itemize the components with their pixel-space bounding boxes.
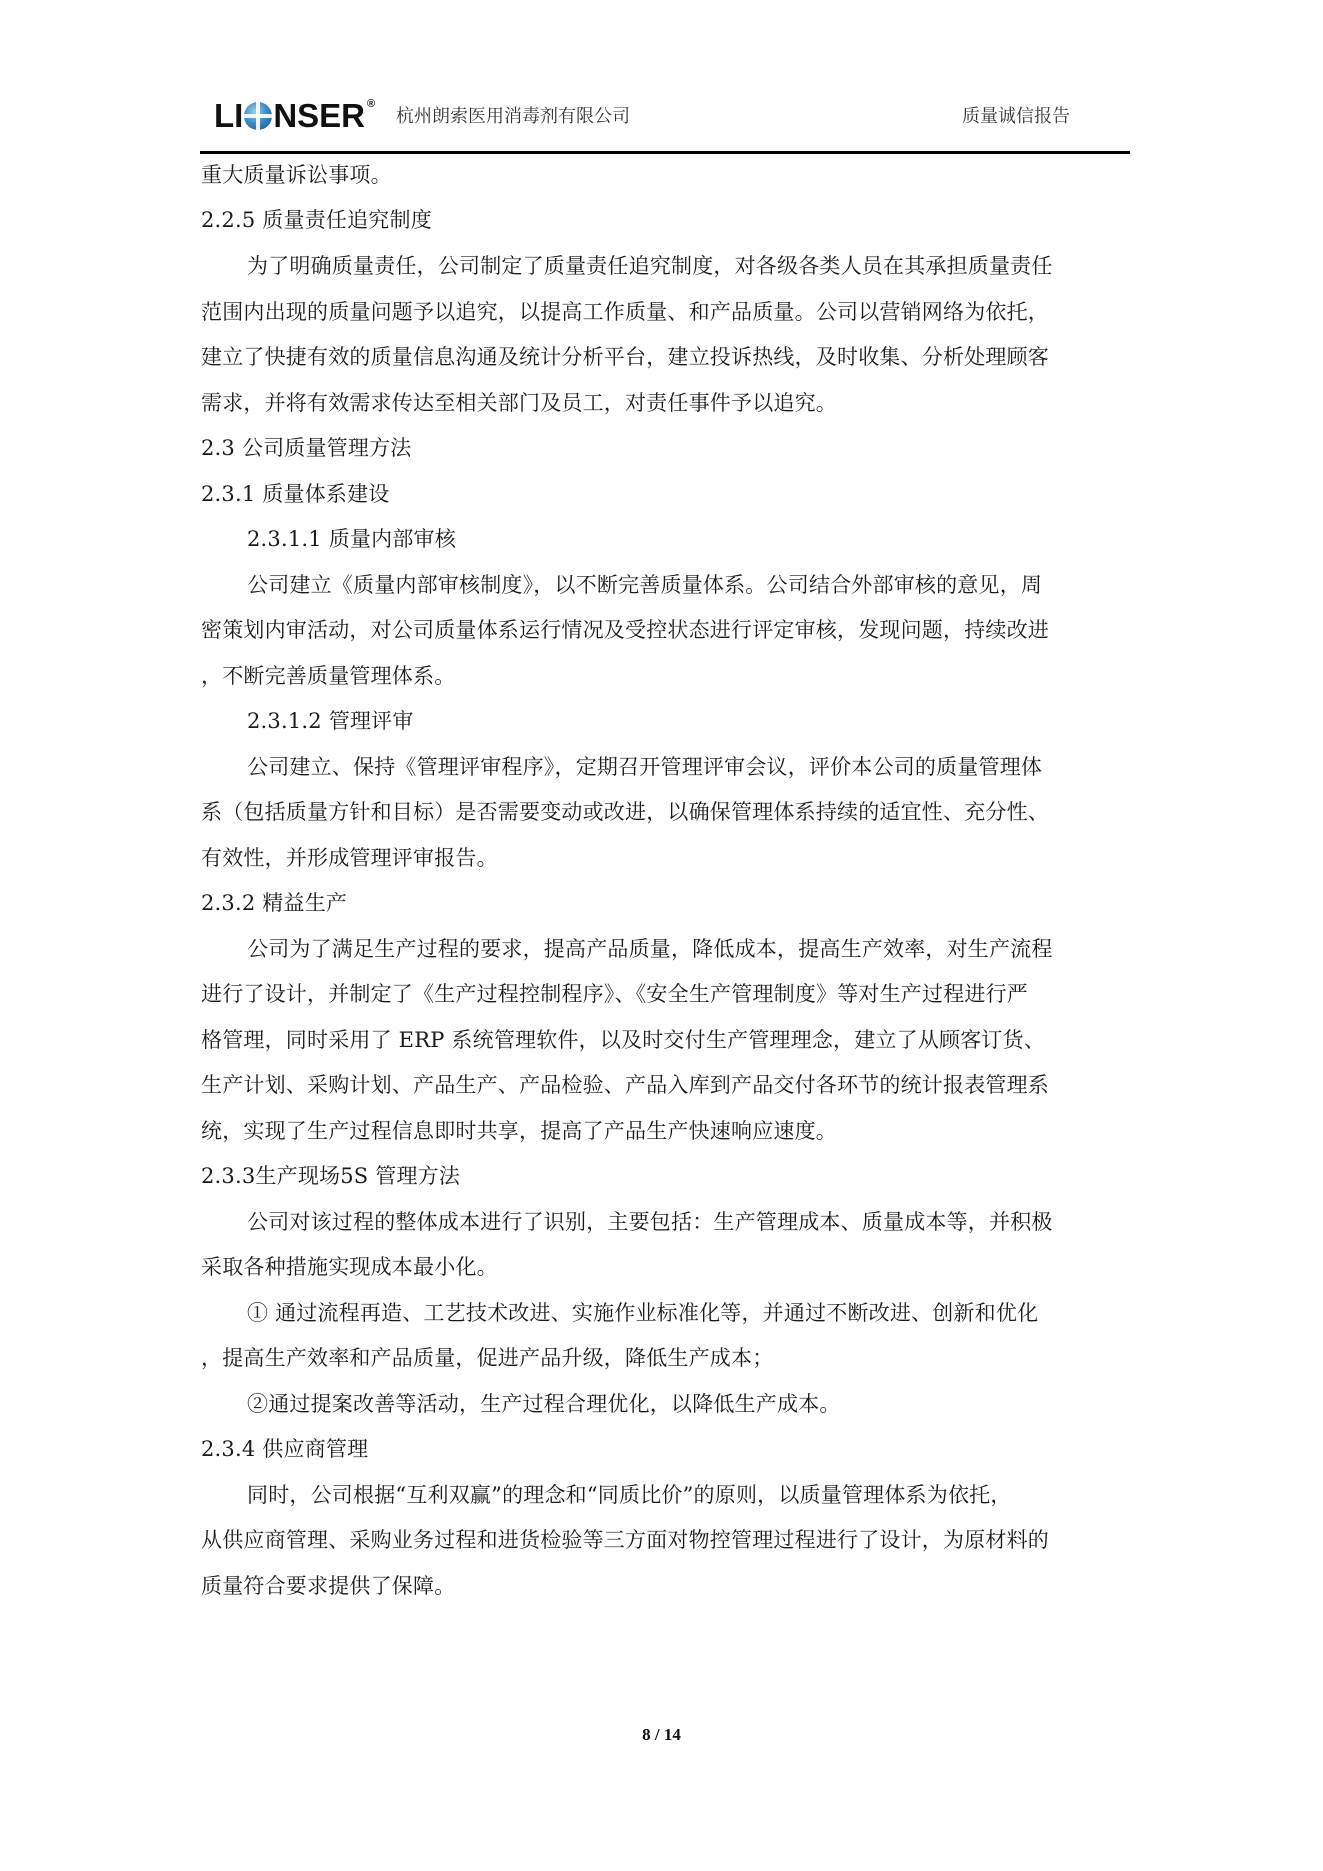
- paragraph-line: 进行了设计，并制定了《生产过程控制程序》、《安全生产管理制度》等对生产过程进行严: [201, 982, 1028, 1006]
- paragraph-line: 格管理，同时采用了 ERP 系统管理软件，以及时交付生产管理理念，建立了从顾客订货、: [201, 1028, 1046, 1052]
- paragraph-line: 为了明确质量责任，公司制定了质量责任追究制度，对各级各类人员在其承担质量责任: [247, 254, 1053, 278]
- paragraph-line: 生产计划、采购计划、产品生产、产品检验、产品入库到产品交付各环节的统计报表管理系: [201, 1073, 1049, 1097]
- paragraph-line: 有效性，并形成管理评审报告。: [201, 846, 498, 870]
- company-name: 杭州朗索医用消毒剂有限公司: [396, 106, 630, 127]
- paragraph-line: 建立了快捷有效的质量信息沟通及统计分析平台，建立投诉热线，及时收集、分析处理顾客: [201, 345, 1049, 369]
- paragraph-line: 公司对该过程的整体成本进行了识别，主要包括：生产管理成本、质量成本等，并积极: [247, 1210, 1053, 1234]
- paragraph-line: 公司建立、保持《管理评审程序》，定期召开管理评审会议，评价本公司的质量管理体: [247, 755, 1043, 779]
- globe-icon: [244, 102, 272, 130]
- section-heading: 2.3.1.2 管理评审: [247, 709, 414, 733]
- logo-text-suffix: NSER: [273, 97, 366, 134]
- paragraph-line: 采取各种措施实现成本最小化。: [201, 1255, 498, 1279]
- paragraph-line: 需求，并将有效需求传达至相关部门及员工，对责任事件予以追究。: [201, 391, 837, 415]
- paragraph-line: 质量符合要求提供了保障。: [201, 1574, 456, 1598]
- paragraph-line: 系（包括质量方针和目标）是否需要变动或改进，以确保管理体系持续的适宜性、充分性、: [201, 800, 1049, 824]
- section-heading: 2.3 公司质量管理方法: [201, 436, 412, 460]
- paragraph-line: 重大质量诉讼事项。: [201, 163, 392, 187]
- section-heading: 2.3.1 质量体系建设: [201, 482, 390, 506]
- page-header: [200, 96, 1130, 136]
- paragraph-line: ②通过提案改善等活动，生产过程合理优化，以降低生产成本。: [247, 1392, 841, 1416]
- paragraph-line: 公司建立《质量内部审核制度》，以不断完善质量体系。公司结合外部审核的意见，周: [247, 573, 1043, 597]
- paragraph-line: 同时，公司根据“互利双赢”的理念和“同质比价”的原则，以质量管理体系为依托，: [247, 1483, 1012, 1507]
- page-number: 8 / 14: [642, 1725, 681, 1744]
- paragraph-line: 统，实现了生产过程信息即时共享，提高了产品生产快速响应速度。: [201, 1119, 837, 1143]
- section-heading: 2.3.4 供应商管理: [201, 1437, 369, 1461]
- report-title: 质量诚信报告: [962, 106, 1070, 127]
- paragraph-line: 从供应商管理、采购业务过程和进货检验等三方面对物控管理过程进行了设计，为原材料的: [201, 1528, 1049, 1552]
- section-heading: 2.3.1.1 质量内部审核: [247, 527, 456, 551]
- section-heading: 2.2.5 质量责任追究制度: [201, 208, 432, 232]
- registered-mark: ®: [367, 98, 376, 110]
- section-heading: 2.3.3生产现场5S 管理方法: [201, 1164, 461, 1188]
- section-heading: 2.3.2 精益生产: [201, 891, 348, 915]
- paragraph-line: ，提高生产效率和产品质量，促进产品升级，降低生产成本；: [201, 1346, 774, 1370]
- paragraph-line: ① 通过流程再造、工艺技术改进、实施作业标准化等，并通过不断改进、创新和优化: [247, 1301, 1039, 1325]
- paragraph-line: 密策划内审活动，对公司质量体系运行情况及受控状态进行评定审核，发现问题，持续改进: [201, 618, 1049, 642]
- paragraph-line: ，不断完善质量管理体系。: [201, 664, 456, 688]
- company-logo: [214, 96, 375, 136]
- logo-text-prefix: LI: [214, 97, 244, 134]
- header-divider: [200, 151, 1130, 154]
- paragraph-line: 范围内出现的质量问题予以追究，以提高工作质量、和产品质量。公司以营销网络为依托，: [201, 300, 1049, 324]
- paragraph-line: 公司为了满足生产过程的要求，提高产品质量，降低成本，提高生产效率，对生产流程: [247, 937, 1053, 961]
